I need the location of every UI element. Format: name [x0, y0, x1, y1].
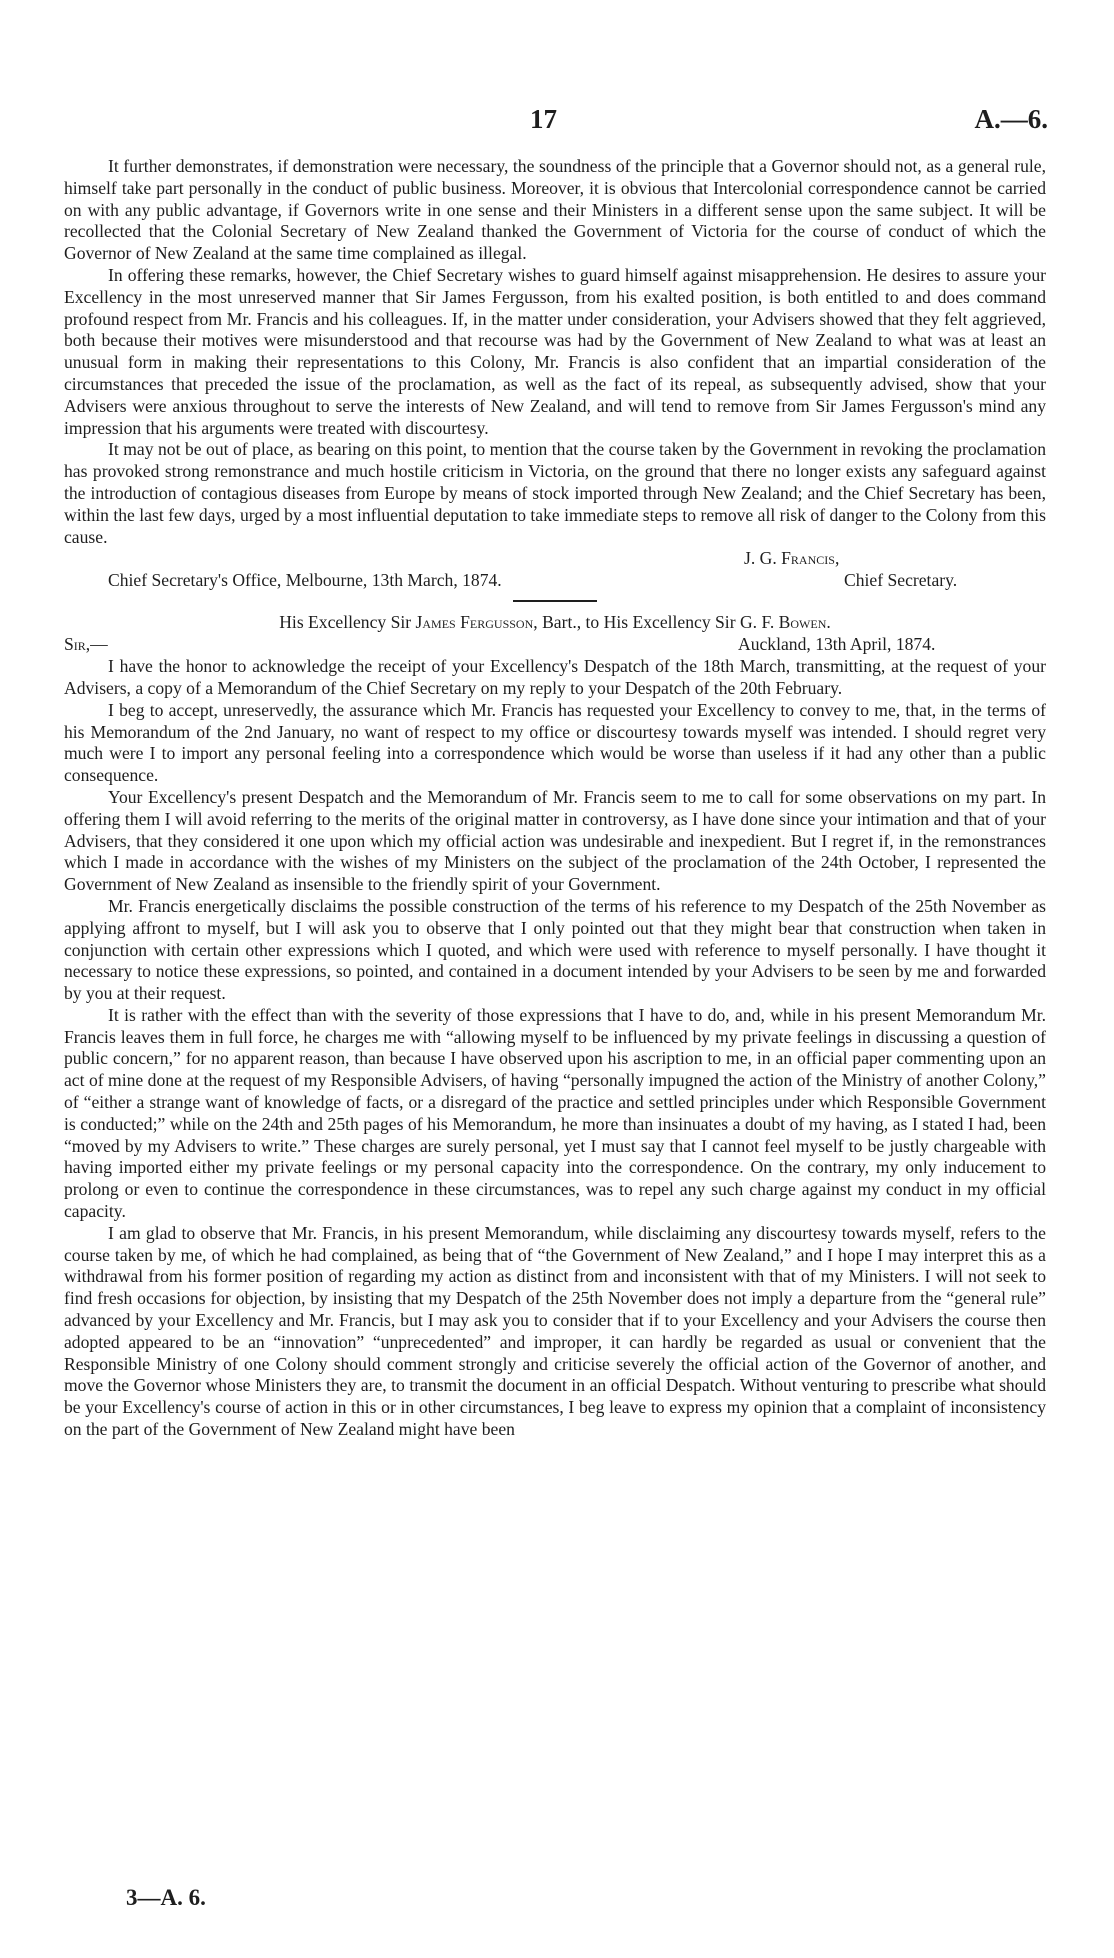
- heading-sender: James Fergusson: [415, 612, 534, 633]
- despatch-heading: [64, 612, 1046, 634]
- paragraph: In offering these remarks, however, the Chief Secretary wishes to guard himself against misapprehension. He desires to assure your Excellency in the most unreserved manner that Sir James Fergusson, from his exalted position, is both entitled to and does command profound respect from Mr. Francis and his colleagues. If, in the matter under consideration, your Advisers showed that they felt aggrieved, both because their motives were misunderstood and that recourse was had by the Government of New Zealand to what was at least an unusual form in making their representations to this Colony, Mr. Francis is also confident that an impartial consideration of the circumstances that preceded the issue of the proclamation, as well as the fact of its repeal, as subsequently advised, show that your Advisers were anxious throughout to serve the interests of New Zealand, and will tend to remove from Sir James Fergusson's mind any impression that his arguments were treated with discourtesy.: [64, 264, 1046, 438]
- signature-mark: 3—A. 6.: [126, 1885, 206, 1910]
- heading-prefix: His Excellency Sir: [279, 612, 412, 633]
- paragraph: I am glad to observe that Mr. Francis, in his present Memorandum, while disclaiming any discourtesy towards myself, refers to the course taken by me, of which he had complained, as being that of “the Government of New Zealand,” and I hope I may interpret this as a withdrawal from his former position of regarding my action as distinct from and inconsistent with that of my Ministers. I will not seek to find fresh occasions for objection, by insisting that my Despatch of the 25th November does not imply a departure from the “general rule” advanced by your Excellency and Mr. Francis, but I may ask you to consider that if to your Excellency and your Advisers the course then adopted appeared to be an “innovation” “unprecedented” and improper, it can hardly be regarded as usual or convenient that the Responsible Ministry of one Colony should comment strongly and criticise severely the official action of the Governor of another, and move the Governor whose Ministers they are, to transmit the document in an official Despatch. Without venturing to prescribe what should be your Excellency's course of action in this or in other circumstances, I beg leave to express my opinion that a complaint of inconsistency on the part of the Government of New Zealand might have been: [64, 1222, 1046, 1440]
- section-divider: [513, 600, 597, 602]
- salutation: Sir,—: [64, 634, 108, 655]
- page-header: [0, 104, 1114, 144]
- paragraph: I have the honor to acknowledge the receipt of your Excellency's Despatch of the 18th March, transmitting, at the request of your Advisers, a copy of a Memorandum of the Chief Secretary on my reply to your Despatch of the 20th February.: [64, 656, 1046, 698]
- salutation-row: [64, 634, 1046, 656]
- heading-middle: , Bart., to His Excellency Sir G. F.: [533, 612, 775, 633]
- body-text: [64, 156, 1046, 1441]
- paragraph: Your Excellency's present Despatch and the Memorandum of Mr. Francis seem to me to call for some observations on my part. In offering them I will avoid referring to the merits of the original matter in controversy, as I have done since your intimation and that of your Advisers, that they considered it one upon which my official action was undesirable and inexpedient. But I regret if, in the remonstrances which I made in accordance with the wishes of my Ministers on the subject of the proclamation of the 24th October, I represented the Government of New Zealand as insensible to the friendly spirit of your Government.: [64, 786, 1046, 895]
- signatory-title: Chief Secretary.: [844, 570, 958, 591]
- document-reference: A.—6.: [974, 104, 1048, 134]
- paragraph: It may not be out of place, as bearing on this point, to mention that the course taken by the Government in revoking the proclamation has provoked strong remonstrance and much hostile criticism in Victoria, on the ground that there no longer exists any safeguard against the introduction of contagious diseases from Europe by means of stock imported through New Zealand; and the Chief Secretary has been, within the last few days, urged by a most influential deputation to take immediate steps to remove all risk of danger to the Colony from this cause.: [64, 439, 1046, 547]
- place-date: Auckland, 13th April, 1874.: [738, 634, 936, 655]
- signature-dateline: Chief Secretary's Office, Melbourne, 13th March, 1874.: [108, 570, 502, 591]
- page-number: 17: [530, 104, 557, 134]
- heading-recipient: Bowen.: [778, 612, 831, 633]
- paragraph: Mr. Francis energetically disclaims the possible construction of the terms of his reference to my Despatch of the 25th November as applying affront to myself, but I will ask you to observe that I only pointed out that they might bear that construction when taken in conjunction with certain other expressions which I quoted, and which were used with reference to myself personally. I have thought it necessary to notice these expressions, so pointed, and contained in a document intended by your Advisers to be seen by me and forwarded by you at their request.: [64, 895, 1046, 1004]
- paragraph: It is rather with the effect than with the severity of those expressions that I have to do, and, while in his present Memorandum Mr. Francis leaves them in full force, he charges me with “allowing myself to be influenced by my private feelings in discussing a question of public concern,” for no apparent reason, than because I have observed upon his ascription to me, in an official paper commenting upon an act of mine done at the request of my Responsible Advisers, of having “personally impugned the action of the Ministry of another Colony,” of “either a strange want of knowledge of facts, or a disregard of the practice and settled principles under which Responsible Government is conducted;” while on the 24th and 25th pages of his Memorandum, he more than insinuates a doubt of my having, as I stated I had, been “moved by my Advisers to write.” These charges are surely personal, yet I must say that I cannot feel myself to be justly chargeable with having imported either my private feelings or my personal capacity into the correspondence. On the contrary, my only inducement to prolong or even to continue the correspondence in these circumstances, was to repel any such charge against my conduct in my official capacity.: [64, 1004, 1046, 1222]
- signatory-name: J. G. Francis,: [744, 548, 840, 569]
- paragraph: I beg to accept, unreservedly, the assurance which Mr. Francis has requested your Excellency to convey to me, that, in the terms of his Memorandum of the 2nd January, no want of respect to my office or discourtesy towards myself was intended. I should regret very much were I to import any personal feeling into a correspondence which would be worse than useless if it had any other than a public consequence.: [64, 699, 1046, 786]
- signature-block: [64, 548, 1046, 592]
- paragraph: It further demonstrates, if demonstration were necessary, the soundness of the principle that a Governor should not, as a general rule, himself take part personally in the conduct of public business. Moreover, it is obvious that Intercolonial correspondence cannot be carried on with any public advantage, if Governors write in one sense and their Ministers in a different sense upon the same subject. It will be recollected that the Colonial Secretary of New Zealand thanked the Government of Victoria for the course of conduct of which the Governor of New Zealand at the same time complained as illegal.: [64, 156, 1046, 264]
